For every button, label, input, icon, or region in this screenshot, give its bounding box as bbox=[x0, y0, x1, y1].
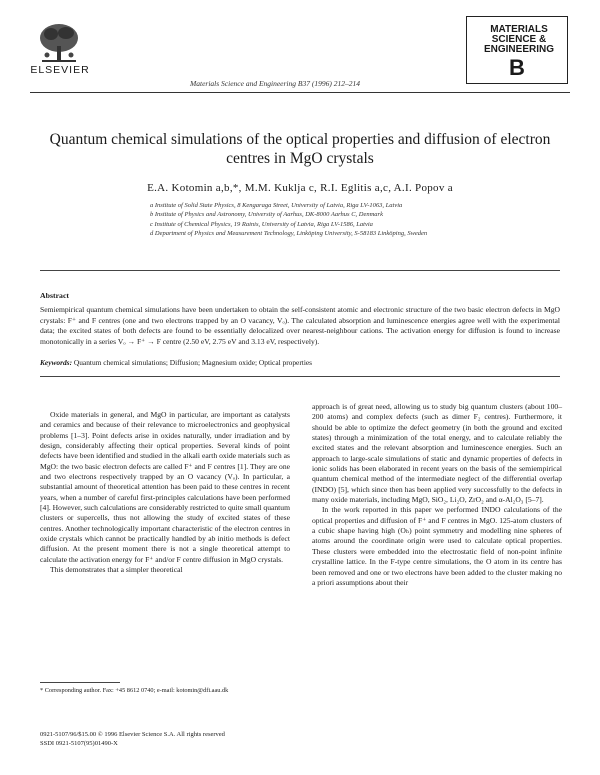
abstract-text: Semiempirical quantum chemical simulations have been undertaken to obtain the self-consistent atomic and electronic structure of the two basic electron defects in MgO crystals: F⁺ and F centres (one and two electrons trapped by an O vacancy, Vₒ). The calculated absorption and luminescence energies agree well with the experimental data; the excited states of both defects are found to be essentially delocalized over nearest-neighbour cations. The activation energy for diffusion is found to increase monotonically in a series Vₒ → F⁺ → F centre (2.50 eV, 2.75 eV and 3.13 eV, respectively). bbox=[40, 305, 560, 346]
copyright-block bbox=[40, 731, 560, 748]
affiliation: b Institute of Physics and Astronomy, University of Aarhus, DK-8000 Aarhus C, Denmark bbox=[150, 211, 383, 219]
elsevier-tree-logo-icon bbox=[36, 22, 82, 64]
paragraph: Oxide materials in general, and MgO in particular, are important as catalysts and ceramics and because of their relevance to microelectronics and geophysical problems [1–3]. Point defects arise in oxides naturally, under irradiation and by design, considerably affecting their optical properties. Several kinds of point defects have been identified and studied in the alkali earth oxide materials such as MgO: the two basic electron defects are called F⁺ and F centres [1]. They are one and two electrons respectively trapped by an O vacancy (Vₒ). In particular, a substantial amount of theoretical attention has been paid to these centres in recent years, when a number of careful first-principles calculations have been performed [4]. However, such calculations are considerably restricted to quite small quantum clusters or supercells, thus not allowing the study of excited states of these centres. Another technologically important characteristic of the electron centres in oxide crystals which cannot be practically handled by ab initio methods is defect diffusion. At the present moment there is not a single theoretical attempt to calculate the activation energy for F⁺ and/or F centre diffusion in MgO crystals. bbox=[40, 410, 290, 564]
journal-letter: B bbox=[509, 55, 525, 80]
journal-logo-box bbox=[466, 16, 568, 84]
publisher-name: ELSEVIER bbox=[30, 64, 90, 76]
affiliation: a Institute of Solid State Physics, 8 Kengaraga Street, University of Latvia, Riga LV-1063, Latvia bbox=[150, 202, 403, 209]
header-divider bbox=[30, 92, 570, 93]
body-column-right bbox=[312, 402, 562, 588]
keywords bbox=[40, 358, 560, 367]
affiliation: c Institute of Chemical Physics, 19 Rainis, University of Latvia, Riga LV-1586, Latvia bbox=[150, 220, 373, 228]
keywords-text: Quantum chemical simulations; Diffusion; Magnesium oxide; Optical properties bbox=[73, 358, 313, 367]
keywords-label: Keywords: bbox=[40, 358, 73, 367]
footnote-divider bbox=[40, 682, 120, 683]
affiliations bbox=[150, 201, 550, 239]
body-column-left bbox=[40, 410, 290, 576]
pii-line: SSDI 0921-5107(95)01490-X bbox=[40, 739, 118, 747]
paper-title: Quantum chemical simulations of the optical properties and diffusion of electron centres in MgO crystals bbox=[49, 131, 551, 167]
issn-line: 0921-5107/96/$15.00 © 1996 Elsevier Science S.A. All rights reserved bbox=[40, 731, 225, 738]
abstract-heading: Abstract bbox=[40, 291, 70, 300]
journal-reference: Materials Science and Engineering B37 (1996) 212–214 bbox=[190, 79, 360, 88]
affiliation: d Department of Physics and Measurement Technology, Linköping University, S-58183 Linköping, Sweden bbox=[150, 230, 428, 238]
footnote: * Corresponding author. Fax: +45 8612 0740; e-mail: kotomin@dfi.aau.dk bbox=[40, 687, 229, 694]
journal-title: MATERIALS SCIENCE & ENGINEERING bbox=[483, 24, 554, 55]
section-divider bbox=[40, 270, 560, 271]
paragraph: approach is of great need, allowing us to study big quantum clusters (about 100–200 atoms) and complex defects (such as dimer F₂ centres). Furthermore, it should be able to optimize the defect geometry (in both the ground and excited states) through a minimization of the total energy, and to calculate reliably the excited states and the relevant absorption and luminescence energies. Such an approach to large-scale simulations of static and dynamic properties of defects in ionic solids has been elaborated in recent years on the basis of the semiempirical quantum chemical method of the intermediate neglect of the differential overlap (INDO) [5], which since then has been applied very successfully to the defects in many oxide materials, including MgO, SiO₂, Li₂O, ZrO₂ and α-Al₂O₃ [5–7]. bbox=[312, 402, 562, 505]
section-divider bbox=[40, 376, 560, 377]
author-list: E.A. Kotomin a,b,*, M.M. Kuklja c, R.I. Eglitis a,c, A.I. Popov a bbox=[147, 182, 453, 194]
paragraph: In the work reported in this paper we performed INDO calculations of the optical properties and diffusion of F⁺ and F centres in MgO. 125-atom clusters of a cubic shape having high (Oₕ) point symmetry and modelling nine spheres of atoms around the coordinate origin were used to calculate optical properties. These clusters were embedded into the electrostatic field of non-point infinite crystalline lattice. In the F-type centre simulations, the O atom in its centre has been removed and one or two electrons have been added to the cluster making no a priori assumptions about their bbox=[312, 505, 562, 587]
paragraph: This demonstrates that a simpler theoretical bbox=[50, 565, 183, 575]
